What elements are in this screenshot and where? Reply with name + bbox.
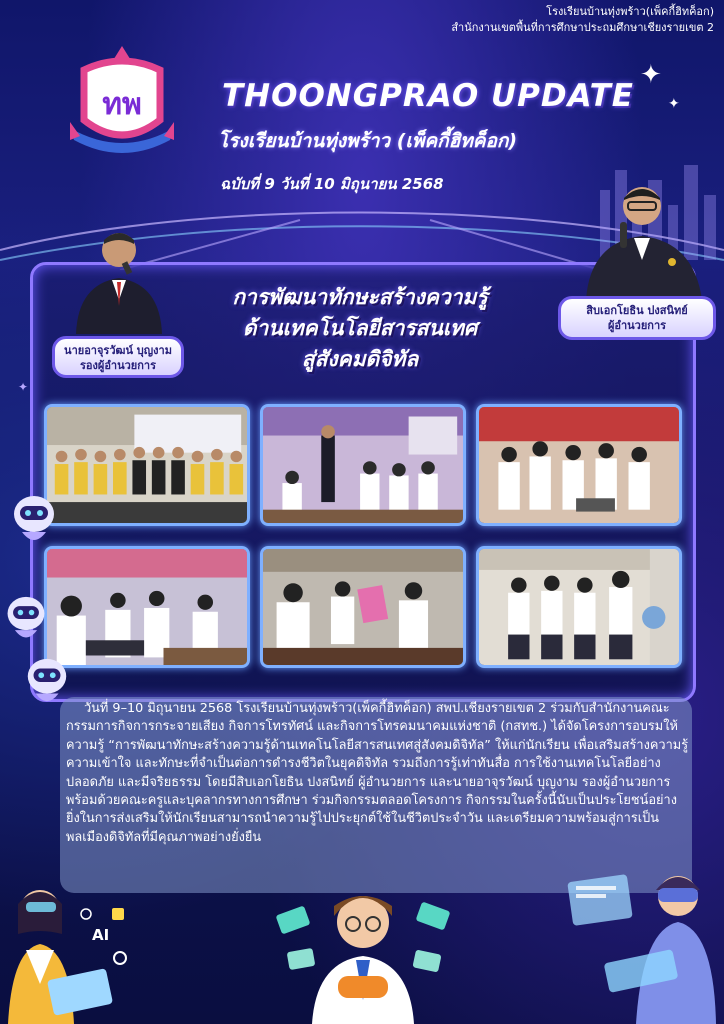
headline-line-1: การพัฒนาทักษะสร้างความรู้ [232, 285, 488, 309]
student-with-game-controller-illustration [268, 880, 458, 1024]
director-role: ผู้อำนวยการ [607, 319, 667, 332]
headline [150, 282, 570, 375]
headline-line-3: สู่สังคมดิจิทัล [301, 347, 419, 371]
director-name: สิบเอกโยธิน ปงสนิทย์ [586, 304, 688, 317]
logo-letters: ทพ [102, 87, 142, 122]
sparkle-icon: ✦ [640, 60, 662, 90]
newsletter-title: THOONGPRAO UPDATE [222, 78, 634, 114]
headline-line-2: ด้านเทคโนโลยีสารสนเทศ [242, 316, 478, 340]
school-name-line: โรงเรียนบ้านทุ่งพร้าว(เพ็คกี้ฮิทค็อก) [546, 5, 714, 18]
director-label [558, 296, 716, 340]
activity-photo [260, 546, 466, 668]
issue-date: ฉบับที่ 9 วันที่ 10 มิถุนายน 2568 [220, 175, 444, 193]
activity-photo [260, 404, 466, 526]
article-paragraph: วันที่ 9–10 มิถุนายน 2568 โรงเรียนบ้านทุ่งพร้าว(เพ็คกี้ฮิทค็อก) สพป.เชียงรายเขต 2 ร่วมกับสำนักงานคณะกรรมการกิจการกระจายเสียง กิจการโทรทัศน์ และกิจการโทรคมนาคมแห่งชาติ (กสทช.) ได้จัดโครงการอบรมให้ความรู้ “การพัฒนาทักษะสร้างความรู้ด้านเทคโนโลยีสารสนเทศสู่สังคมดิจิทัล” ให้แก่นักเรียน เพื่อเสริมสร้างความรู้ ความเข้าใจ และทักษะที่จำเป็นต่อการดำรงชีวิตในยุคดิจิทัล รวมถึงการรู้เท่าทันสื่อ การใช้งานเทคโนโลยีอย่างปลอดภัย และมีจริยธรรม โดยมีสิบเอกโยธิน ปงสนิทย์ ผู้อำนวยการ และนายอาจุรวัฒน์ บุญงาม รองผู้อำนวยการ พร้อมด้วยคณะครูและบุคลากรทางการศึกษา ร่วมกิจกรรมตลอดโครงการ กิจกรรมในครั้งนี้นับเป็นประโยชน์อย่างยิ่งในการส่งเสริมให้นักเรียนสามารถนำความรู้ไปประยุกต์ใช้ในชีวิตประจำวัน และเตรียมความพร้อมสู่การเป็นพลเมืองดิจิทัลที่มีคุณภาพอย่างยั่งยืน [66, 701, 689, 845]
sparkle-icon: ✦ [18, 380, 29, 394]
deputy-director-name: นายอาจุรวัฒน์ บุญงาม [64, 344, 172, 357]
student-with-vr-headset-illustration [566, 860, 724, 1024]
robot-mascot-icon [8, 490, 60, 550]
activity-photo [476, 404, 682, 526]
office-name-line: สำนักงานเขตพื้นที่การศึกษาประถมศึกษาเชียงรายเขต 2 [451, 21, 714, 34]
student-with-laptop-illustration [0, 874, 150, 1024]
activity-photo [44, 546, 250, 668]
deputy-director-role: รองผู้อำนวยการ [79, 359, 156, 372]
ai-badge: AI [92, 926, 110, 944]
activity-photo [44, 404, 250, 526]
robot-mascot-icon [2, 590, 50, 648]
header-school-info [451, 4, 714, 36]
director-photo [580, 176, 708, 300]
school-title-thai: โรงเรียนบ้านทุ่งพร้าว (เพ็คกี้ฮิทค็อก) [218, 130, 518, 152]
activity-photo [476, 546, 682, 668]
sparkle-icon: ✦ [668, 96, 680, 112]
school-logo [66, 40, 178, 158]
